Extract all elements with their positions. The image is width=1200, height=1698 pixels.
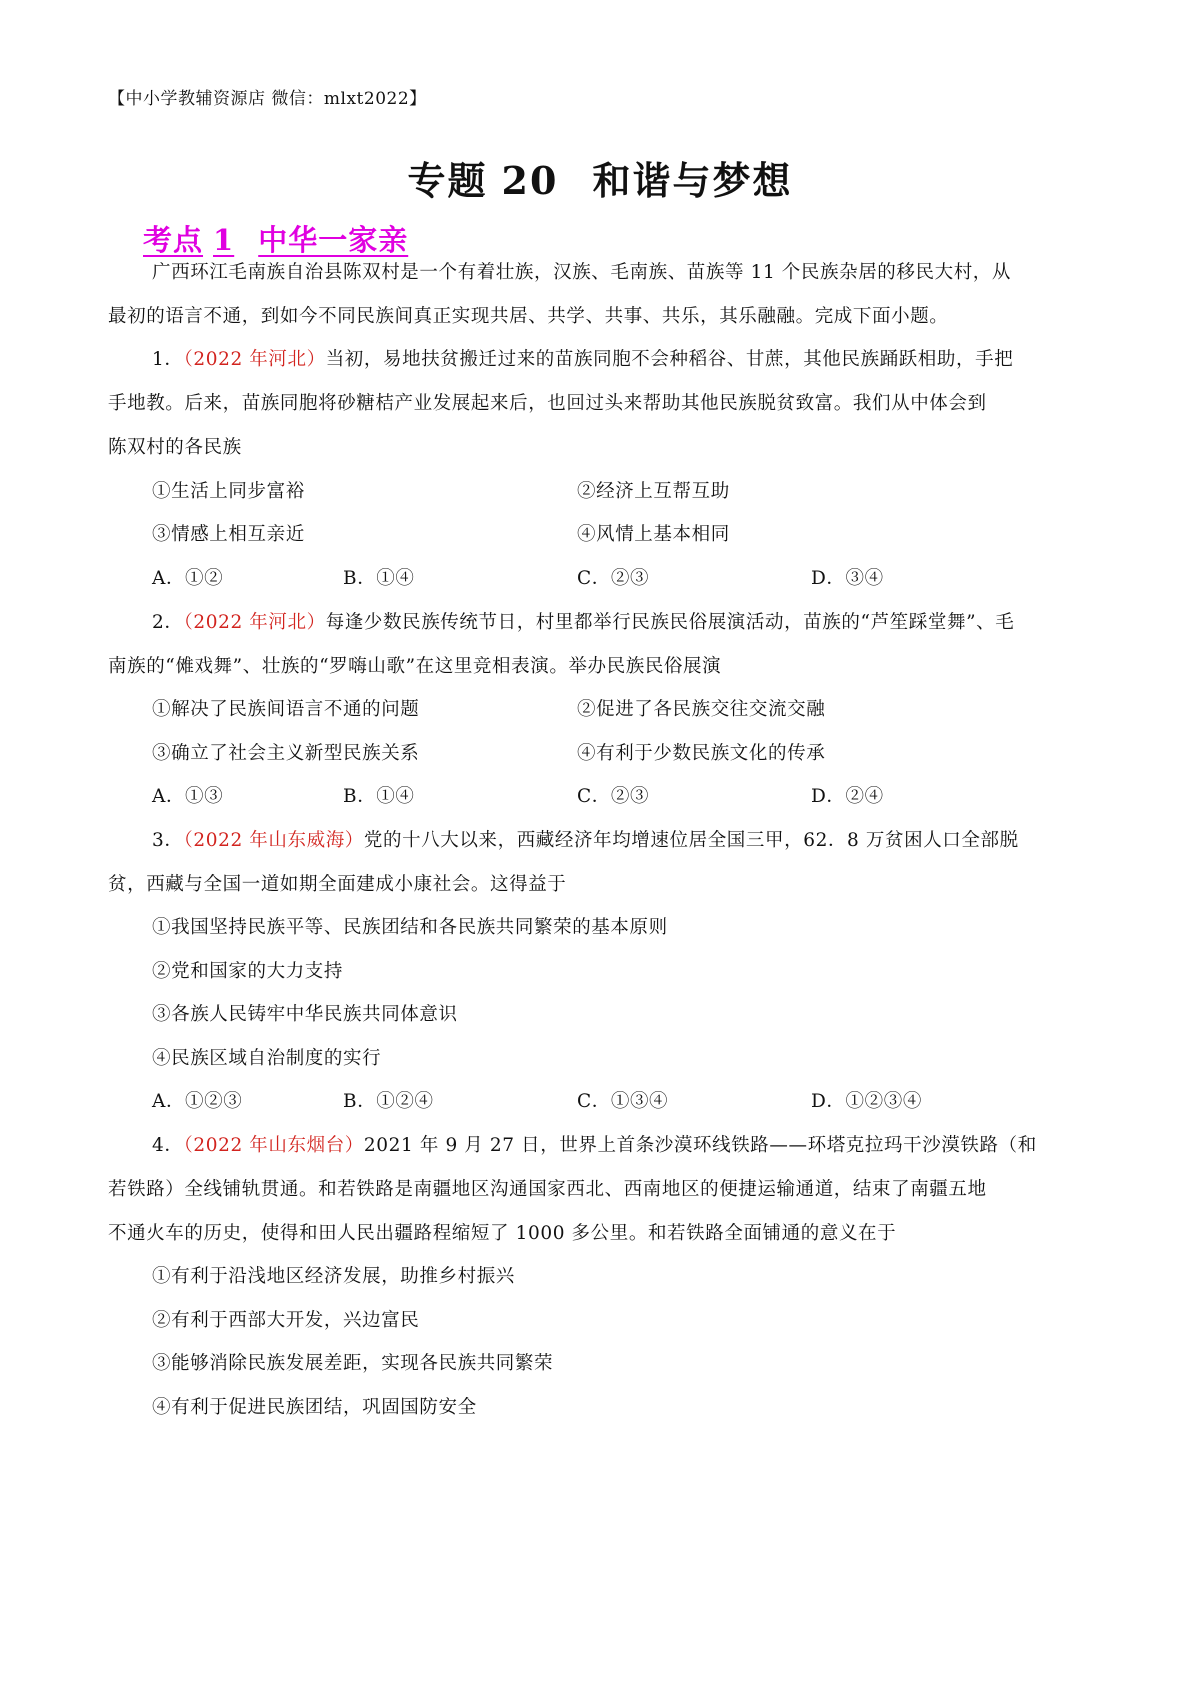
- question-source: （2022 年河北）: [183, 612, 326, 633]
- statement-item: ③确立了社会主义新型民族关系: [152, 743, 420, 764]
- answer-choice-c: C．②③: [577, 786, 650, 807]
- page-title: [0, 150, 1200, 205]
- question-1-line: 陈双村的各民族: [108, 437, 242, 458]
- answer-choice-d: D．②④: [811, 786, 884, 807]
- answer-choice-b: B．①②④: [343, 1091, 434, 1112]
- question-text: 每逢少数民族传统节日，村里都举行民族民俗展演活动，苗族的“芦笙踩堂舞”、毛: [325, 612, 1015, 633]
- intro-line: 广西环江毛南族自治县陈双村是一个有着壮族，汉族、毛南族、苗族等 11 个民族杂居的移民大村，从: [152, 262, 1012, 283]
- statement-item: ③各族人民铸牢中华民族共同体意识: [152, 1004, 458, 1025]
- section-name: 中华一家亲: [258, 223, 409, 257]
- source-header: 【中小学教辅资源店 微信：mlxt2022】: [108, 89, 427, 109]
- question-source: （2022 年山东威海）: [183, 830, 364, 851]
- question-text: 当初，易地扶贫搬迁过来的苗族同胞不会种稻谷、甘蔗，其他民族踊跃相助，手把: [325, 349, 1014, 370]
- statement-item: ②有利于西部大开发，兴边富民: [152, 1310, 420, 1331]
- question-text: 党的十八大以来，西藏经济年均增速位居全国三甲，62．8 万贫困人口全部脱: [363, 830, 1019, 851]
- question-4-line: 不通火车的历史，使得和田人民出疆路程缩短了 1000 多公里。和若铁路全面铺通的意义在于: [108, 1223, 897, 1244]
- answer-choice-d: D．③④: [811, 568, 884, 589]
- answer-choice-d: D．①②③④: [811, 1091, 922, 1112]
- statement-item: ①我国坚持民族平等、民族团结和各民族共同繁荣的基本原则: [152, 917, 668, 938]
- answer-choice-a: A．①③: [152, 786, 224, 807]
- statement-item: ④有利于促进民族团结，巩固国防安全: [152, 1397, 477, 1418]
- statement-item: ④有利于少数民族文化的传承: [577, 743, 826, 764]
- question-number: 1．: [152, 349, 184, 370]
- question-3-line: 贫，西藏与全国一道如期全面建成小康社会。这得益于: [108, 874, 567, 895]
- question-1-line: [152, 345, 1142, 371]
- intro-line: 最初的语言不通，到如今不同民族间真正实现共居、共学、共事、共乐，其乐融融。完成下面小题。: [108, 306, 949, 327]
- answer-choice-b: B．①④: [343, 568, 415, 589]
- answer-choice-c: C．②③: [577, 568, 650, 589]
- question-source: （2022 年山东烟台）: [183, 1135, 364, 1156]
- answer-choice-a: A．①②: [152, 568, 224, 589]
- title-prefix: 专题: [407, 158, 488, 203]
- question-2-line: 南族的“傩戏舞”、壮族的“罗嗨山歌”在这里竞相表演。举办民族民俗展演: [108, 656, 722, 677]
- question-3-line: [152, 826, 1142, 852]
- title-number: 20: [501, 158, 559, 203]
- statement-item: ③能够消除民族发展差距，实现各民族共同繁荣: [152, 1353, 554, 1374]
- question-source: （2022 年河北）: [183, 349, 326, 370]
- statement-item: ③情感上相互亲近: [152, 524, 305, 545]
- section-heading: [143, 218, 408, 259]
- statement-item: ①生活上同步富裕: [152, 481, 305, 502]
- statement-item: ①有利于沿浅地区经济发展，助推乡村振兴: [152, 1266, 515, 1287]
- question-number: 2．: [152, 612, 184, 633]
- answer-choice-a: A．①②③: [152, 1091, 243, 1112]
- statement-item: ②党和国家的大力支持: [152, 961, 344, 982]
- question-2-line: [152, 608, 1142, 634]
- question-text: 2021 年 9 月 27 日，世界上首条沙漠环线铁路——环塔克拉玛干沙漠铁路（和: [363, 1135, 1037, 1156]
- statement-item: ②经济上互帮互助: [577, 481, 730, 502]
- statement-item: ④民族区域自治制度的实行: [152, 1048, 382, 1069]
- title-name: 和谐与梦想: [592, 158, 793, 203]
- section-prefix: 考点: [143, 223, 204, 257]
- question-number: 3．: [152, 830, 184, 851]
- answer-choice-c: C．①③④: [577, 1091, 669, 1112]
- statement-item: ①解决了民族间语言不通的问题: [152, 699, 420, 720]
- statement-item: ④风情上基本相同: [577, 524, 730, 545]
- question-4-line: 若铁路）全线铺轨贯通。和若铁路是南疆地区沟通国家西北、西南地区的便捷运输通道，结束了南疆五地: [108, 1179, 987, 1200]
- answer-choice-b: B．①④: [343, 786, 415, 807]
- question-1-line: 手地教。后来，苗族同胞将砂糖桔产业发展起来后，也回过头来帮助其他民族脱贫致富。我们从中体会到: [108, 393, 987, 414]
- question-number: 4．: [152, 1135, 184, 1156]
- statement-item: ②促进了各民族交往交流交融: [577, 699, 826, 720]
- section-number: 1: [213, 223, 235, 257]
- question-4-line: [152, 1131, 1142, 1157]
